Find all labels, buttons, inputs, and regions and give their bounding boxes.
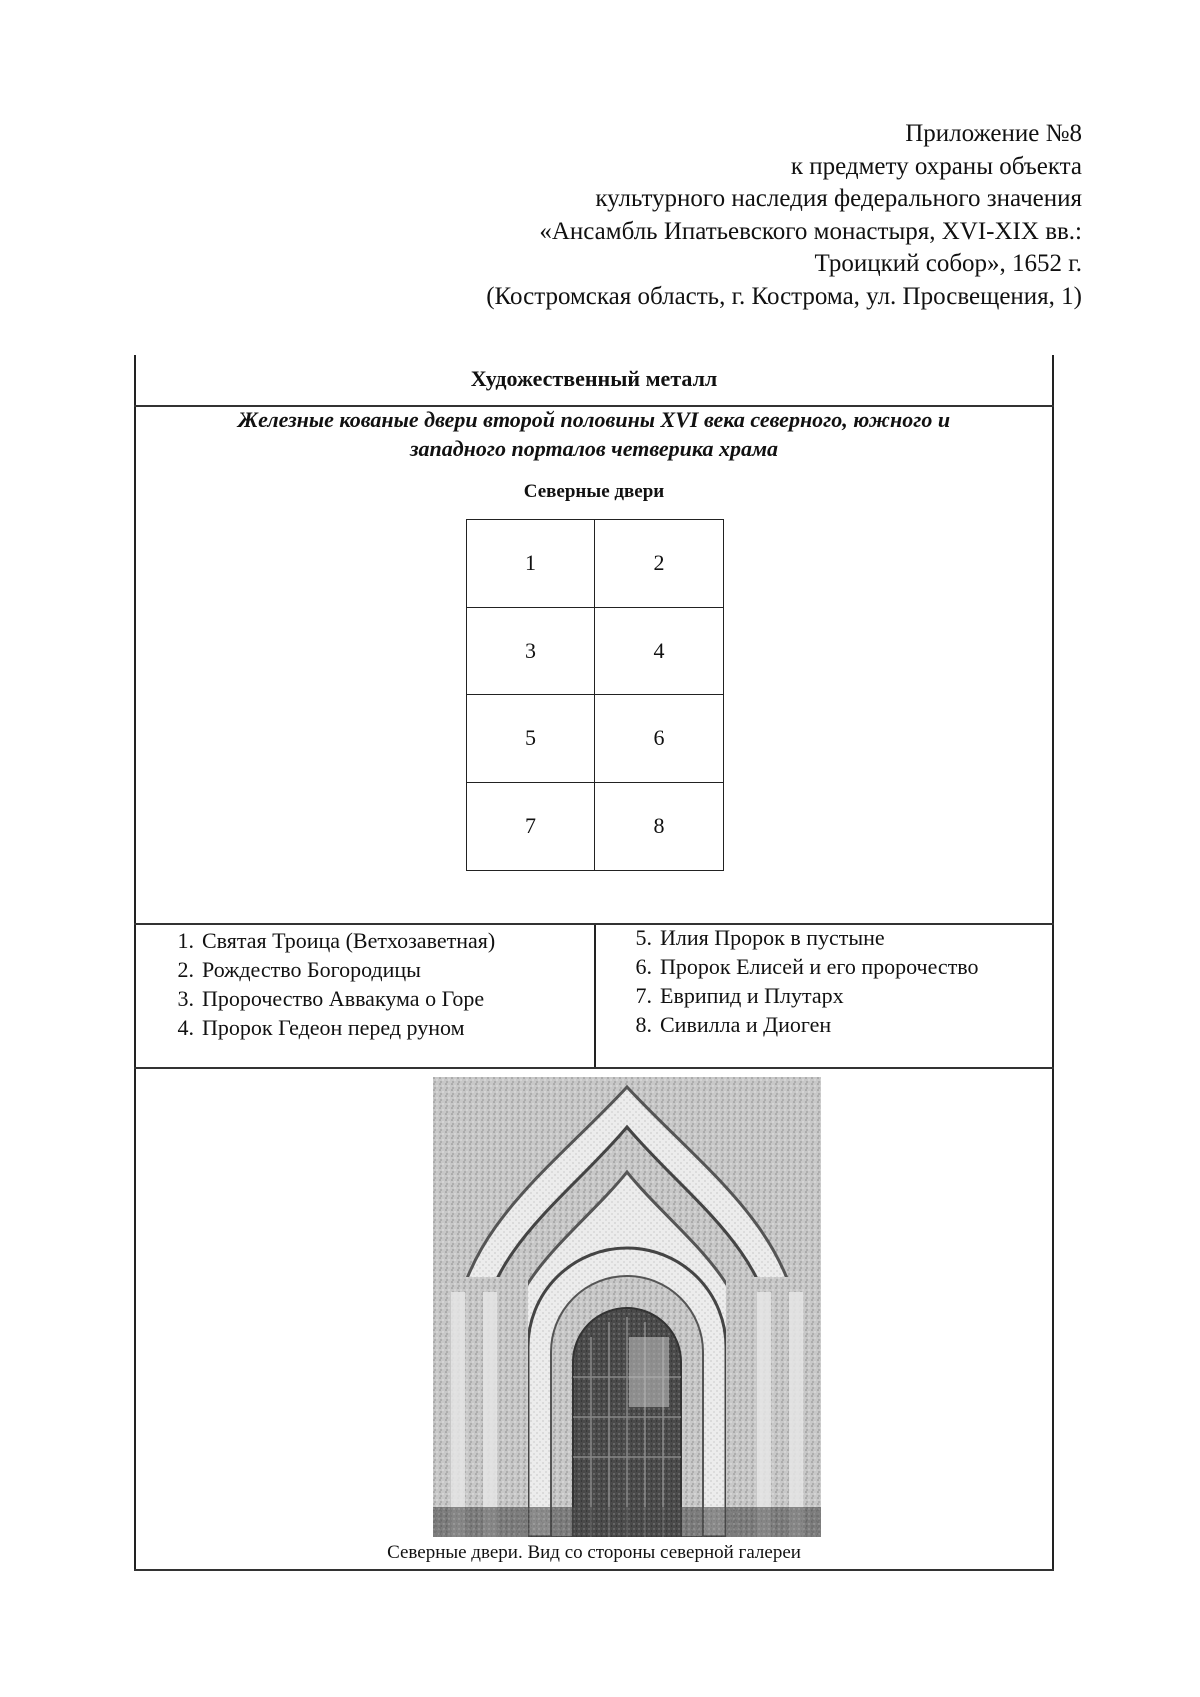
legend-item: 8. Сивилла и Диоген (635, 1012, 832, 1037)
door-panel: 3 (467, 608, 595, 696)
legend-item: 5. Илия Пророк в пустыне (635, 925, 885, 950)
legend-left (160, 926, 495, 1042)
subtitle-line: западного порталов четверика храма (409, 436, 779, 461)
portal-photo (433, 1077, 821, 1537)
photo-caption: Северные двери. Вид со стороны северной галереи (387, 1542, 801, 1563)
door-panel: 6 (595, 695, 723, 783)
header-line: Приложение №8 (905, 120, 1082, 147)
document-table (134, 355, 1054, 1571)
legend-item: 1. Святая Троица (Ветхозаветная) (177, 928, 496, 953)
section-subtitle (134, 405, 1054, 463)
row-divider (134, 1067, 1054, 1069)
header-line: Троицкий собор», 1652 г. (814, 250, 1082, 277)
door-panel: 7 (467, 783, 595, 871)
door-panel: 1 (467, 520, 595, 608)
portal-photo-illustration (433, 1077, 821, 1537)
header-line: культурного наследия федерального значения (595, 185, 1082, 212)
legend-item: 2. Рождество Богородицы (177, 957, 421, 982)
legend-item: 3. Пророчество Аввакума о Горе (177, 986, 485, 1011)
door-panel: 4 (595, 608, 723, 696)
subtitle-line: Железные кованые двери второй половины XVI века северного, южного и (237, 407, 951, 432)
door-panel: 5 (467, 695, 595, 783)
header-line: (Костромская область, г. Кострома, ул. Просвещения, 1) (486, 282, 1082, 310)
table-border-left (134, 355, 136, 1571)
document-header (486, 118, 1082, 313)
header-line: к предмету охраны объекта (790, 152, 1082, 180)
header-line: «Ансамбль Ипатьевского монастыря, XVI-XIX вв.: (539, 217, 1082, 245)
legend-item: 6. Пророк Елисей и его пророчество (635, 954, 979, 979)
door-caption: Северные двери (523, 481, 665, 502)
table-border-bottom (134, 1569, 1054, 1571)
legend-item: 7. Еврипид и Плутарх (635, 983, 844, 1008)
table-border-right (1052, 355, 1054, 1571)
legend-item: 4. Пророк Гедеон перед руном (177, 1015, 465, 1040)
legend-right (618, 923, 979, 1039)
door-panel: 8 (653, 813, 665, 839)
legend-divider (594, 923, 596, 1068)
section-title: Художественный металл (470, 366, 718, 391)
door-panel-diagram (466, 519, 724, 871)
door-panel: 2 (595, 520, 723, 608)
